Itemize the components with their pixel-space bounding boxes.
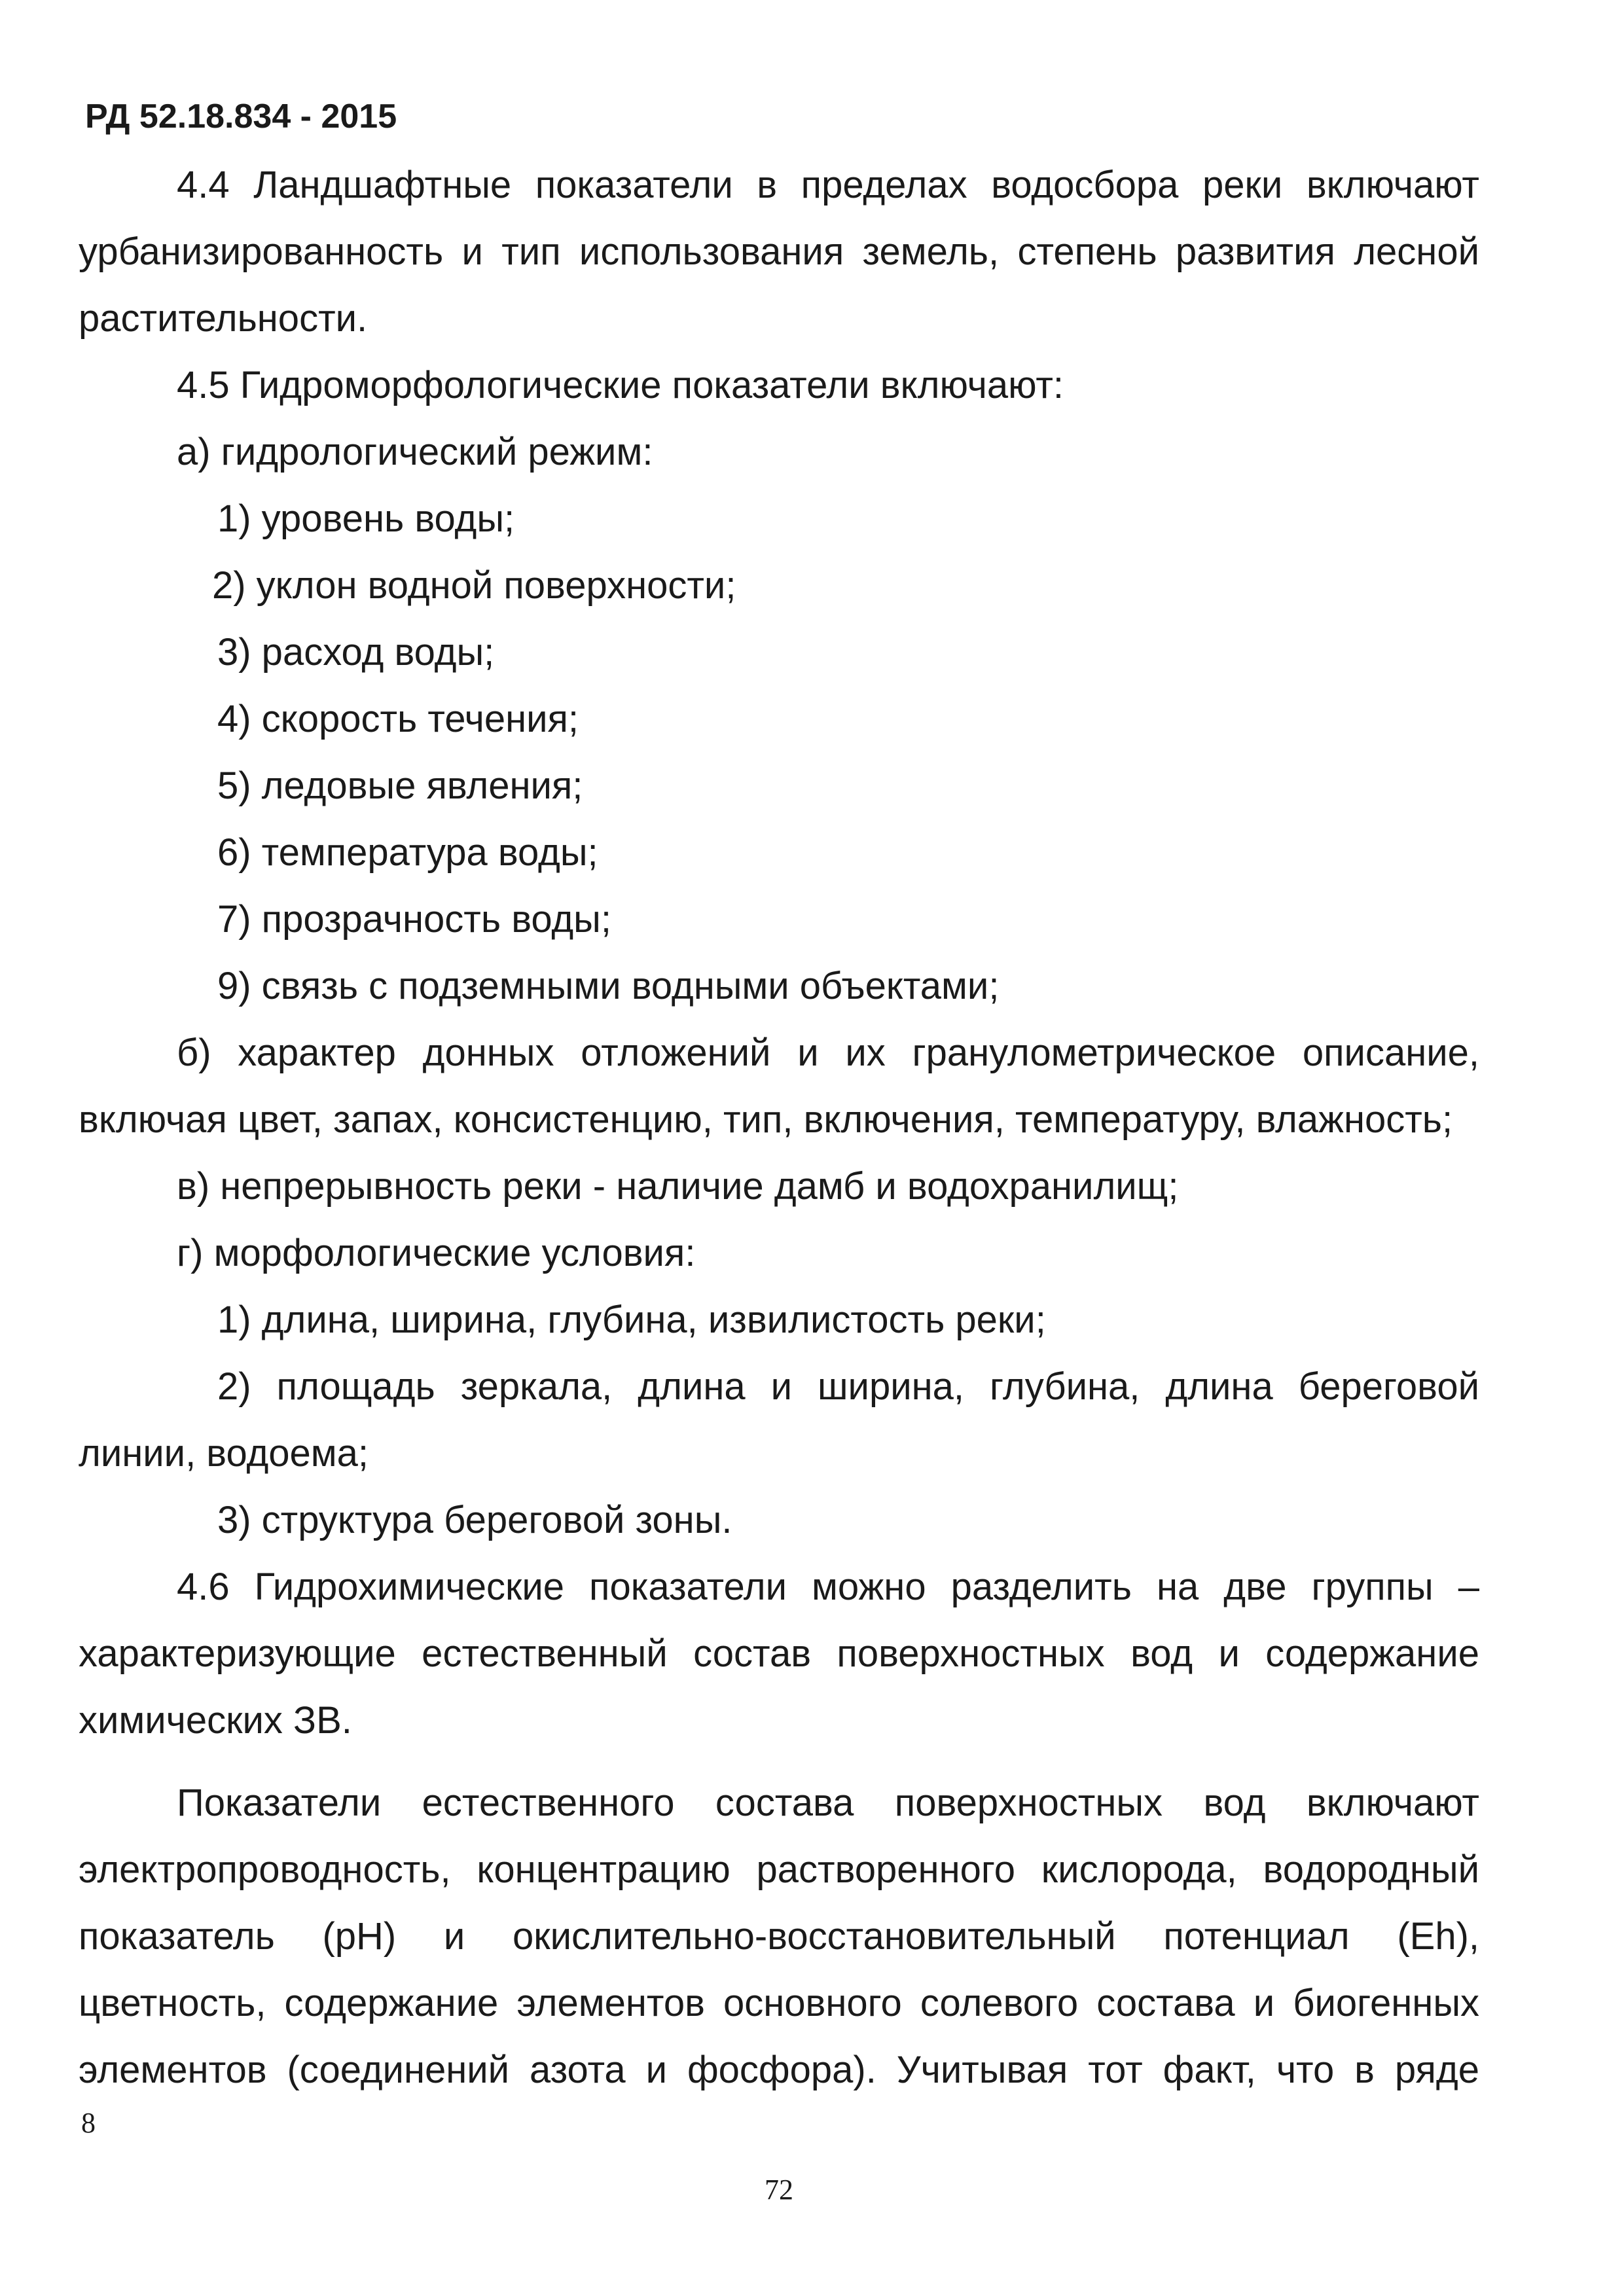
page-number: 72 [765,2174,793,2206]
list-item-g: г) морфологические условия: [177,1232,696,1274]
list-subitem: 3) расход воды; [217,631,495,673]
document-body [79,152,1479,2104]
list-subitem: 1) уровень воды; [217,497,515,540]
paragraph-natural-composition: Показатели естественного состава поверхностных вод включают электропроводность, концентрацию растворенного кислорода, водородный показатель (pH) и окислительно-восстановительный потенциал (Eh), цветность, содержание элементов основного солевого состава и биогенных элементов (соединений азота и фосфора). Учитывая тот факт, что в ряде [79,1782,1479,2091]
list-subitem: 5) ледовые явления; [217,764,583,807]
list-item-v: в) непрерывность реки - наличие дамб и водохранилищ; [177,1165,1179,1208]
list-subitem: 9) связь с подземными водными объектами; [217,965,1000,1007]
document-code-header: РД 52.18.834 - 2015 [85,98,397,135]
list-subitem: 7) прозрачность воды; [217,898,611,941]
list-item-b: б) характер донных отложений и их гранулометрическое описание, включая цвет, запах, консистенцию, тип, включения, температуру, влажность; [79,1031,1479,1141]
list-subitem: 2) уклон водной поверхности; [212,564,736,607]
list-subitem: 1) длина, ширина, глубина, извилистость реки; [217,1299,1046,1341]
paragraph-4-5: 4.5 Гидроморфологические показатели включают: [177,364,1064,406]
paragraph-4-6: 4.6 Гидрохимические показатели можно разделить на две группы – характеризующие естественный состав поверхностных вод и содержание химических ЗВ. [79,1566,1479,1742]
list-subitem: 6) температура воды; [217,831,598,874]
list-item-a: а) гидрологический режим: [177,431,653,473]
list-subitem: 2) площадь зеркала, длина и ширина, глубина, длина береговой линии, водоема; [79,1365,1479,1475]
paragraph-4-4: 4.4 Ландшафтные показатели в пределах водосбора реки включают урбанизированность и тип использования земель, степень развития лесной растительности. [79,164,1479,340]
list-subitem: 4) скорость течения; [217,698,579,740]
list-subitem: 3) структура береговой зоны. [217,1499,732,1541]
footer-left-number: 8 [81,2107,96,2139]
